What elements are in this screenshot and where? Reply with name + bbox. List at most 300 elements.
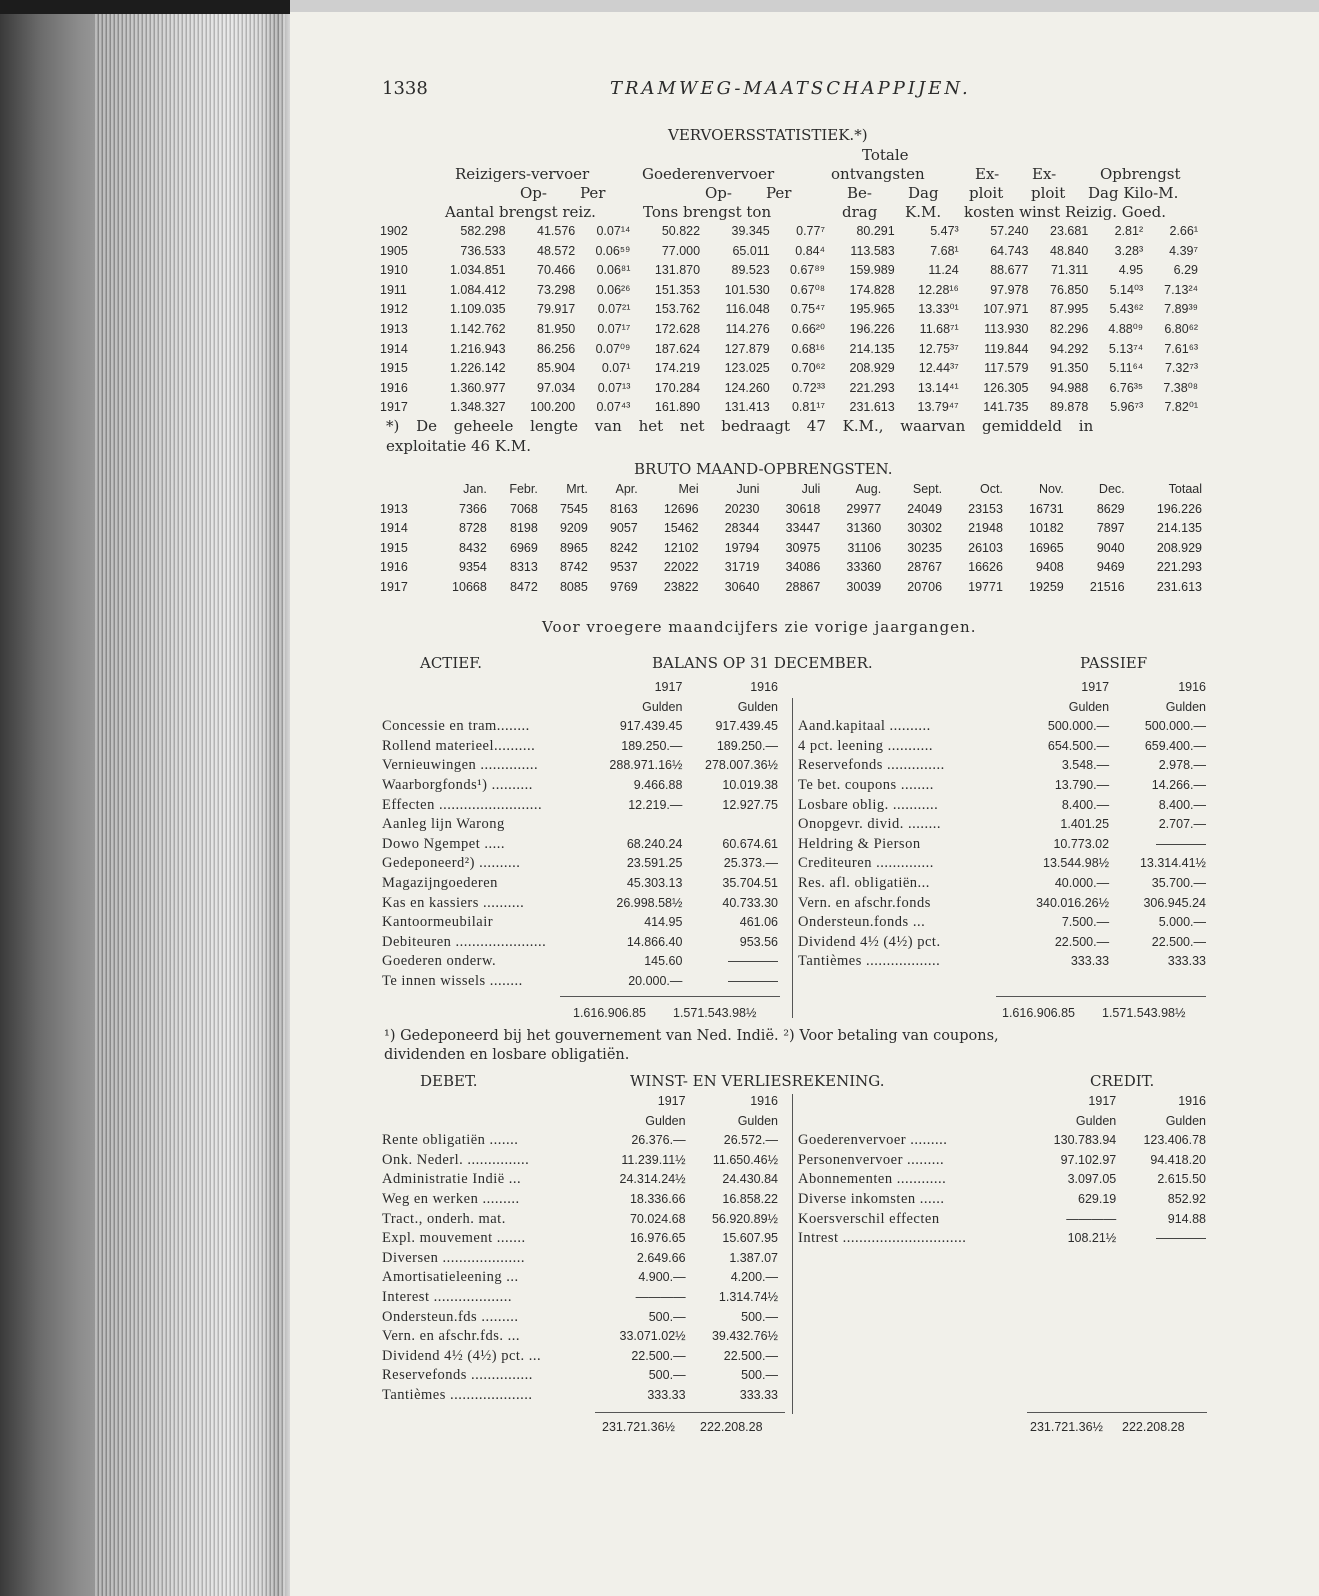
table-cell: 7.32⁷³ (1164, 361, 1198, 376)
table-cell: 81.950 (537, 321, 576, 336)
table-cell: 12.75³⁷ (918, 341, 959, 356)
table-cell: 0.07⁴³ (596, 400, 631, 415)
ledger-value-1916: 16.858.22 (722, 1191, 778, 1206)
table-cell: 100.200 (530, 400, 576, 415)
ledger-label: Reservefonds .............. (798, 757, 945, 774)
ledger-label: Waarborgfonds¹) .......... (382, 776, 533, 793)
table-cell: 0.72³³ (792, 380, 825, 395)
table-row (378, 320, 1200, 340)
table-cell: 24049 (907, 501, 943, 516)
table-cell: 2.66¹ (1169, 224, 1198, 238)
table-cell: 9469 (1096, 560, 1125, 575)
table-cell: 7068 (510, 501, 538, 516)
table-row (378, 379, 1200, 399)
balans-passief-table (796, 678, 1208, 972)
table-cell: 172.628 (654, 321, 701, 336)
ledger-value-1916: 26.572.— (723, 1133, 778, 1148)
header-reizigers: Reizigers-vervoer (455, 165, 590, 183)
ledger-value-1917: 12.219.— (628, 797, 683, 812)
table-cell: 7545 (559, 501, 588, 516)
credit-total-1917: 231.721.36½ (1030, 1420, 1103, 1434)
header-exploit-2: Ex- (1032, 165, 1057, 183)
ledger-label: Res. afl. obligatiën... (798, 874, 930, 891)
row-year: 1917 (380, 400, 408, 415)
ledger-row (796, 933, 1208, 953)
table-row (378, 539, 1204, 559)
vervoer-title: VERVOERSSTATISTIEK.*) (668, 126, 868, 144)
table-cell: 30235 (907, 540, 943, 555)
ledger-value-1917: 3.097.05 (1067, 1172, 1117, 1187)
table-cell: 8472 (510, 579, 538, 594)
ledger-value-1916: 10.019.38 (722, 777, 778, 792)
table-cell: 0.75⁴⁷ (790, 302, 825, 317)
ledger-value-1917: 26.376.— (631, 1133, 686, 1148)
actief-total-1916: 1.571.543.98½ (673, 1006, 757, 1020)
table-cell: 30975 (785, 540, 821, 555)
header-exploit-1: Ex- (975, 165, 1000, 183)
passief-year-1917: 1917 (1081, 680, 1110, 694)
ledger-value-1916: ———— (1156, 1231, 1206, 1246)
ledger-value-1916: 2.707.— (1158, 817, 1206, 832)
ledger-value-1917: 1.401.25 (1060, 817, 1110, 832)
ledger-value-1917: 2.649.66 (636, 1250, 686, 1265)
table-cell: 127.879 (724, 341, 770, 356)
ledger-label: Koersverschil effecten (798, 1210, 940, 1227)
table-cell: 7897 (1096, 521, 1125, 536)
ledger-value-1916: 14.266.— (1151, 777, 1206, 792)
header-op2: Op- (705, 184, 732, 202)
ledger-value-1917: 16.976.65 (629, 1231, 686, 1246)
table-row (378, 578, 1204, 598)
ledger-value-1917: 68.240.24 (626, 836, 683, 851)
ledger-value-1916: 852.92 (1167, 1191, 1206, 1206)
ledger-value-1916: 8.400.— (1158, 797, 1206, 812)
table-cell: 0.07¹ (601, 361, 631, 376)
ledger-value-1916: 39.432.76½ (711, 1329, 778, 1344)
column-header: Apr. (615, 482, 638, 496)
table-cell: 89.878 (1050, 400, 1089, 415)
table-cell: 76.850 (1050, 282, 1089, 297)
table-cell: 8085 (559, 579, 588, 594)
header-aantal: Aantal brengst reiz. (445, 203, 596, 221)
ledger-value-1917: 70.024.68 (629, 1211, 686, 1226)
column-header: Mrt. (566, 482, 588, 496)
ledger-row (796, 894, 1208, 914)
ledger-row (380, 854, 780, 874)
table-cell: 19259 (1029, 579, 1064, 594)
ledger-value-1917: 45.303.13 (626, 875, 683, 890)
top-shadow (0, 0, 290, 14)
ledger-label: Amortisatieleening ... (382, 1269, 519, 1286)
table-cell: 123.025 (724, 361, 770, 376)
vervoer-table (378, 222, 1200, 418)
balans-footnote-2: dividenden en losbare obligatiën. (384, 1047, 630, 1063)
table-cell: 9408 (1035, 560, 1064, 575)
table-cell: 19771 (968, 579, 1003, 594)
table-cell: 126.305 (983, 380, 1029, 395)
ledger-label: Effecten ......................... (382, 796, 543, 813)
table-cell: 141.735 (983, 400, 1029, 415)
winst-credit-table (796, 1092, 1208, 1249)
ledger-label: Gedeponeerd²) .......... (382, 855, 521, 872)
table-cell: 15462 (663, 521, 699, 536)
table-cell: 20706 (907, 579, 943, 594)
ledger-value-1917: 629.19 (1078, 1191, 1117, 1206)
ledger-value-1917 (589, 815, 685, 835)
table-cell: 33360 (846, 560, 882, 575)
ledger-row (380, 1288, 780, 1308)
table-cell: 0.67⁸⁹ (790, 263, 825, 278)
table-cell: 5.14⁰³ (1109, 282, 1144, 297)
table-cell: 107.971 (983, 302, 1029, 317)
balans-actief-table (380, 678, 780, 992)
ledger-value-1917: 14.866.40 (626, 934, 683, 949)
ledger-row (380, 717, 780, 737)
ledger-row (796, 756, 1208, 776)
table-cell: 4.95 (1118, 263, 1144, 278)
ledger-label: Reservefonds ............... (382, 1367, 533, 1384)
ledger-value-1917: 414.95 (644, 915, 683, 930)
table-cell: 161.890 (654, 400, 701, 415)
table-cell: 77.000 (661, 243, 701, 258)
vervoer-footnote-2: exploitatie 46 K.M. (386, 437, 531, 455)
ledger-label: Dividend 4½ (4½) pct. (798, 933, 941, 950)
header-totale: Totale (862, 146, 909, 164)
column-header: Jan. (463, 482, 487, 496)
table-cell: 9537 (609, 560, 638, 575)
row-year: 1913 (380, 501, 408, 516)
ledger-value-1916: 12.927.75 (722, 797, 778, 812)
ledger-row (380, 1151, 780, 1171)
ledger-value-1916: 2.615.50 (1157, 1172, 1206, 1187)
ledger-row (796, 1131, 1208, 1151)
ledger-value-1916: 500.— (741, 1368, 778, 1383)
table-cell: 196.226 (849, 321, 895, 336)
ledger-value-1917: 23.591.25 (626, 856, 683, 871)
credit-unit-1: Gulden (1075, 1113, 1117, 1128)
table-cell: 119.844 (984, 341, 1029, 356)
table-cell: 13.14⁴¹ (917, 380, 959, 395)
ledger-row (796, 1151, 1208, 1171)
ledger-value-1916: 914.88 (1167, 1211, 1206, 1226)
ledger-row (796, 854, 1208, 874)
table-cell: 113.930 (984, 321, 1029, 336)
ledger-value-1916: ———— (728, 954, 778, 969)
table-cell: 31719 (724, 560, 760, 575)
ledger-label: Vern. en afschr.fds. ... (382, 1328, 521, 1345)
table-cell: 0.06⁵⁹ (595, 243, 631, 258)
ledger-value-1916: 13.314.41½ (1139, 856, 1206, 871)
ledger-value-1916: 24.430.84 (722, 1172, 778, 1187)
ledger-value-1917: 3.548.— (1061, 758, 1110, 773)
ledger-row (380, 1327, 780, 1347)
ledger-label: Kas en kassiers .......... (382, 894, 525, 911)
table-cell: 116.048 (725, 302, 770, 317)
ledger-value-1916: 40.733.30 (722, 895, 778, 910)
ledger-row (380, 1386, 780, 1406)
table-cell: 73.298 (537, 282, 576, 297)
header-kosten: kosten winst Reizig. Goed. (964, 203, 1167, 221)
ledger-label: Ondersteun.fonds ... (798, 914, 926, 931)
ledger-value-1917: ———— (1066, 1211, 1117, 1226)
table-cell: 231.613 (849, 400, 895, 415)
table-cell: 117.579 (984, 361, 1029, 376)
table-cell: 736.533 (460, 243, 506, 258)
table-cell: 57.240 (990, 224, 1029, 238)
ledger-value-1916: 56.920.89½ (711, 1211, 778, 1226)
table-cell: 12696 (663, 501, 699, 516)
table-cell: 19794 (724, 540, 760, 555)
header-ontvangsten: ontvangsten (831, 165, 925, 183)
ledger-value-1917: 340.016.26½ (1036, 895, 1110, 910)
table-cell: 48.572 (537, 243, 576, 258)
maand-title: BRUTO MAAND-OPBRENGSTEN. (634, 460, 893, 478)
header-km: K.M. (905, 203, 942, 221)
table-cell: 21516 (1089, 579, 1125, 594)
ledger-value-1917: 500.000.— (1047, 719, 1110, 734)
ledger-row (796, 717, 1208, 737)
passief-total-rule (996, 996, 1206, 997)
row-year: 1902 (380, 224, 408, 238)
table-cell: 1.226.142 (449, 361, 506, 376)
ledger-value-1917: 9.466.88 (633, 777, 683, 792)
ledger-row (796, 1190, 1208, 1210)
ledger-value-1917: 333.33 (647, 1387, 686, 1402)
table-cell: 28867 (785, 579, 821, 594)
debet-unit-1: Gulden (645, 1113, 686, 1128)
table-row (378, 300, 1200, 320)
table-cell: 1.142.762 (449, 321, 506, 336)
table-cell: 0.84⁴ (795, 243, 825, 258)
ledger-value-1916: 1.314.74½ (718, 1289, 778, 1304)
table-cell: 30302 (907, 521, 943, 536)
table-cell: 0.07¹³ (597, 380, 631, 395)
ledger-value-1917: 26.998.58½ (616, 895, 683, 910)
ledger-row (380, 972, 780, 992)
table-cell: 5.47³ (930, 224, 959, 238)
table-cell: 94.988 (1050, 380, 1089, 395)
ledger-label: Expl. mouvement ....... (382, 1230, 526, 1247)
table-cell: 7.38⁰⁸ (1163, 380, 1198, 395)
table-cell: 23153 (968, 501, 1003, 516)
column-header: Juli (801, 482, 821, 496)
ledger-value-1917: 13.790.— (1054, 777, 1110, 792)
table-cell: 8432 (459, 540, 487, 555)
row-year: 1905 (380, 243, 408, 258)
ledger-value-1917: 20.000.— (628, 973, 683, 988)
ledger-label: Abonnementen ............ (798, 1171, 947, 1188)
ledger-value-1917: 189.250.— (621, 738, 683, 753)
ledger-label: 4 pct. leening ........... (798, 737, 934, 754)
table-cell: 9040 (1096, 540, 1125, 555)
ledger-label: Rollend materieel.......... (382, 737, 536, 754)
table-cell: 8742 (559, 560, 588, 575)
ledger-value-1916: 4.200.— (730, 1270, 778, 1285)
table-cell: 196.226 (1156, 501, 1202, 516)
table-row (378, 242, 1200, 262)
table-cell: 91.350 (1050, 361, 1089, 376)
ledger-value-1916: 35.700.— (1151, 875, 1206, 890)
ledger-row (796, 952, 1208, 972)
ledger-label: Tract., onderh. mat. (382, 1210, 506, 1227)
ledger-row (380, 1347, 780, 1367)
ledger-label: Onk. Nederl. ............... (382, 1151, 530, 1168)
table-cell: 23.681 (1050, 224, 1089, 238)
ledger-row (380, 1366, 780, 1386)
debet-total-1917: 231.721.36½ (602, 1420, 675, 1434)
table-cell: 7.82⁰¹ (1164, 400, 1198, 415)
table-cell: 7.13²⁴ (1164, 282, 1198, 297)
table-cell: 10182 (1029, 521, 1064, 536)
table-cell: 8965 (559, 540, 588, 555)
table-cell: 4.88⁰⁹ (1108, 321, 1144, 336)
table-cell: 5.13⁷⁴ (1108, 341, 1144, 356)
maand-table (378, 480, 1204, 598)
table-cell: 5.96⁷³ (1110, 400, 1144, 415)
table-cell: 195.965 (849, 302, 895, 317)
table-row (378, 359, 1200, 379)
ledger-value-1916: 25.373.— (723, 856, 778, 871)
table-cell: 174.828 (849, 282, 895, 297)
ledger-value-1917: 97.102.97 (1060, 1152, 1117, 1167)
column-header: Dec. (1098, 482, 1125, 496)
row-year: 1913 (380, 321, 408, 336)
ledger-row (380, 756, 780, 776)
column-header: Febr. (509, 482, 538, 496)
ledger-row (380, 815, 780, 835)
table-cell: 0.81¹⁷ (791, 400, 825, 415)
actief-total-1917: 1.616.906.85 (573, 1006, 646, 1020)
table-cell: 101.530 (724, 282, 770, 297)
ledger-label: Crediteuren .............. (798, 855, 934, 872)
ledger-row (796, 796, 1208, 816)
table-cell: 8163 (609, 501, 638, 516)
table-cell: 12.28¹⁶ (918, 282, 959, 297)
table-cell: 1.348.327 (449, 400, 506, 415)
ledger-value-1916: 22.500.— (723, 1348, 778, 1363)
balans-title: BALANS OP 31 DECEMBER. (652, 654, 873, 672)
ledger-row (796, 913, 1208, 933)
winst-divider (792, 1094, 793, 1414)
ledger-value-1916: 953.56 (739, 934, 778, 949)
ledger-row (380, 1268, 780, 1288)
ledger-value-1916: 500.000.— (1144, 719, 1206, 734)
table-cell: 11.24 (928, 263, 959, 278)
ledger-label: Dowo Ngempet ..... (382, 835, 505, 852)
maand-note: Voor vroegere maandcijfers zie vorige jaargangen. (542, 618, 977, 636)
table-cell: 22022 (663, 560, 699, 575)
table-cell: 20230 (724, 501, 760, 516)
table-cell: 8242 (609, 540, 638, 555)
ledger-label: Goederen onderw. (382, 953, 497, 970)
table-cell: 6.80⁶² (1164, 321, 1198, 336)
header-goederen: Goederenvervoer (642, 165, 775, 183)
table-cell: 80.291 (856, 224, 895, 238)
actief-unit-2: Gulden (737, 699, 778, 714)
ledger-label: Personenvervoer ......... (798, 1151, 945, 1168)
table-cell: 0.07²¹ (597, 302, 631, 317)
table-cell: 13.79⁴⁷ (917, 400, 959, 415)
ledger-row (796, 737, 1208, 757)
table-cell: 6969 (510, 540, 538, 555)
ledger-value-1916: 22.500.— (1151, 934, 1206, 949)
table-cell: 79.917 (537, 302, 576, 317)
table-cell: 1.034.851 (449, 263, 506, 278)
ledger-label: Kantoormeubilair (382, 914, 494, 931)
ledger-label: Tantièmes .................... (382, 1386, 533, 1403)
ledger-value-1916: 333.33 (739, 1387, 778, 1402)
table-cell: 16731 (1029, 501, 1064, 516)
ledger-value-1917: 10.773.02 (1053, 836, 1110, 851)
ledger-row (380, 1190, 780, 1210)
table-cell: 7.61⁶³ (1164, 341, 1198, 356)
ledger-label: Goederenvervoer ......... (798, 1132, 948, 1149)
table-cell: 33447 (785, 521, 821, 536)
passief-year-1916: 1916 (1178, 680, 1206, 694)
credit-year-1917: 1917 (1088, 1094, 1117, 1108)
ledger-label: Weg en werken ......... (382, 1190, 520, 1207)
ledger-row (796, 776, 1208, 796)
table-cell: 26103 (968, 540, 1003, 555)
table-row (378, 261, 1200, 281)
table-cell: 114.276 (725, 321, 770, 336)
ledger-label: Ondersteun.fds ......... (382, 1308, 519, 1325)
ledger-value-1917: 7.500.— (1061, 915, 1110, 930)
credit-total-1916: 222.208.28 (1122, 1420, 1185, 1434)
ledger-value-1916: ———— (1156, 836, 1206, 851)
vervoer-footnote-1: *) De geheele lengte van het net bedraagt 47 K.M., waarvan gemiddeld in (386, 417, 1094, 435)
document-page (290, 0, 1319, 1596)
ledger-label: Aand.kapitaal .......... (798, 718, 931, 735)
ledger-label: Administratie Indië ... (382, 1171, 522, 1188)
table-cell: 1.216.943 (449, 341, 506, 356)
ledger-value-1917: 18.336.66 (629, 1191, 686, 1206)
table-cell: 0.70⁶² (791, 361, 825, 376)
table-cell: 39.345 (731, 224, 770, 238)
ledger-label: Te innen wissels ........ (382, 972, 523, 989)
ledger-value-1917: 130.783.94 (1053, 1133, 1117, 1148)
table-cell: 41.576 (537, 224, 576, 238)
table-cell: 0.07¹⁴ (596, 224, 631, 238)
ledger-value-1916: 94.418.20 (1150, 1152, 1206, 1167)
ledger-label: Aanleg lijn Warong (382, 816, 505, 833)
table-cell: 2.81² (1114, 224, 1144, 238)
table-cell: 3.28³ (1114, 243, 1144, 258)
header-ploit1: ploit (969, 184, 1004, 202)
ledger-value-1916: 5.000.— (1158, 915, 1206, 930)
ledger-row (380, 913, 780, 933)
ledger-value-1916: 461.06 (739, 915, 778, 930)
ledger-label: Interest ................... (382, 1288, 512, 1305)
header-opbrengst: Opbrengst (1100, 165, 1181, 183)
ledger-value-1917: 4.900.— (638, 1270, 686, 1285)
table-cell: 0.06²⁶ (596, 282, 631, 297)
table-cell: 71.311 (1050, 263, 1089, 278)
header-drag: drag (842, 203, 878, 221)
table-cell: 8629 (1096, 501, 1125, 516)
column-header: Juni (736, 482, 760, 496)
page-top-band (290, 0, 1319, 12)
ledger-label: Diversen .................... (382, 1249, 525, 1266)
debet-year-1916: 1916 (750, 1094, 778, 1108)
table-cell: 89.523 (731, 263, 770, 278)
table-cell: 97.978 (990, 282, 1029, 297)
table-cell: 0.06⁸¹ (596, 263, 631, 278)
header-be: Be- (847, 184, 872, 202)
ledger-row (380, 1131, 780, 1151)
table-cell: 5.11⁶⁴ (1109, 361, 1144, 376)
ledger-label: Te bet. coupons ........ (798, 776, 934, 793)
